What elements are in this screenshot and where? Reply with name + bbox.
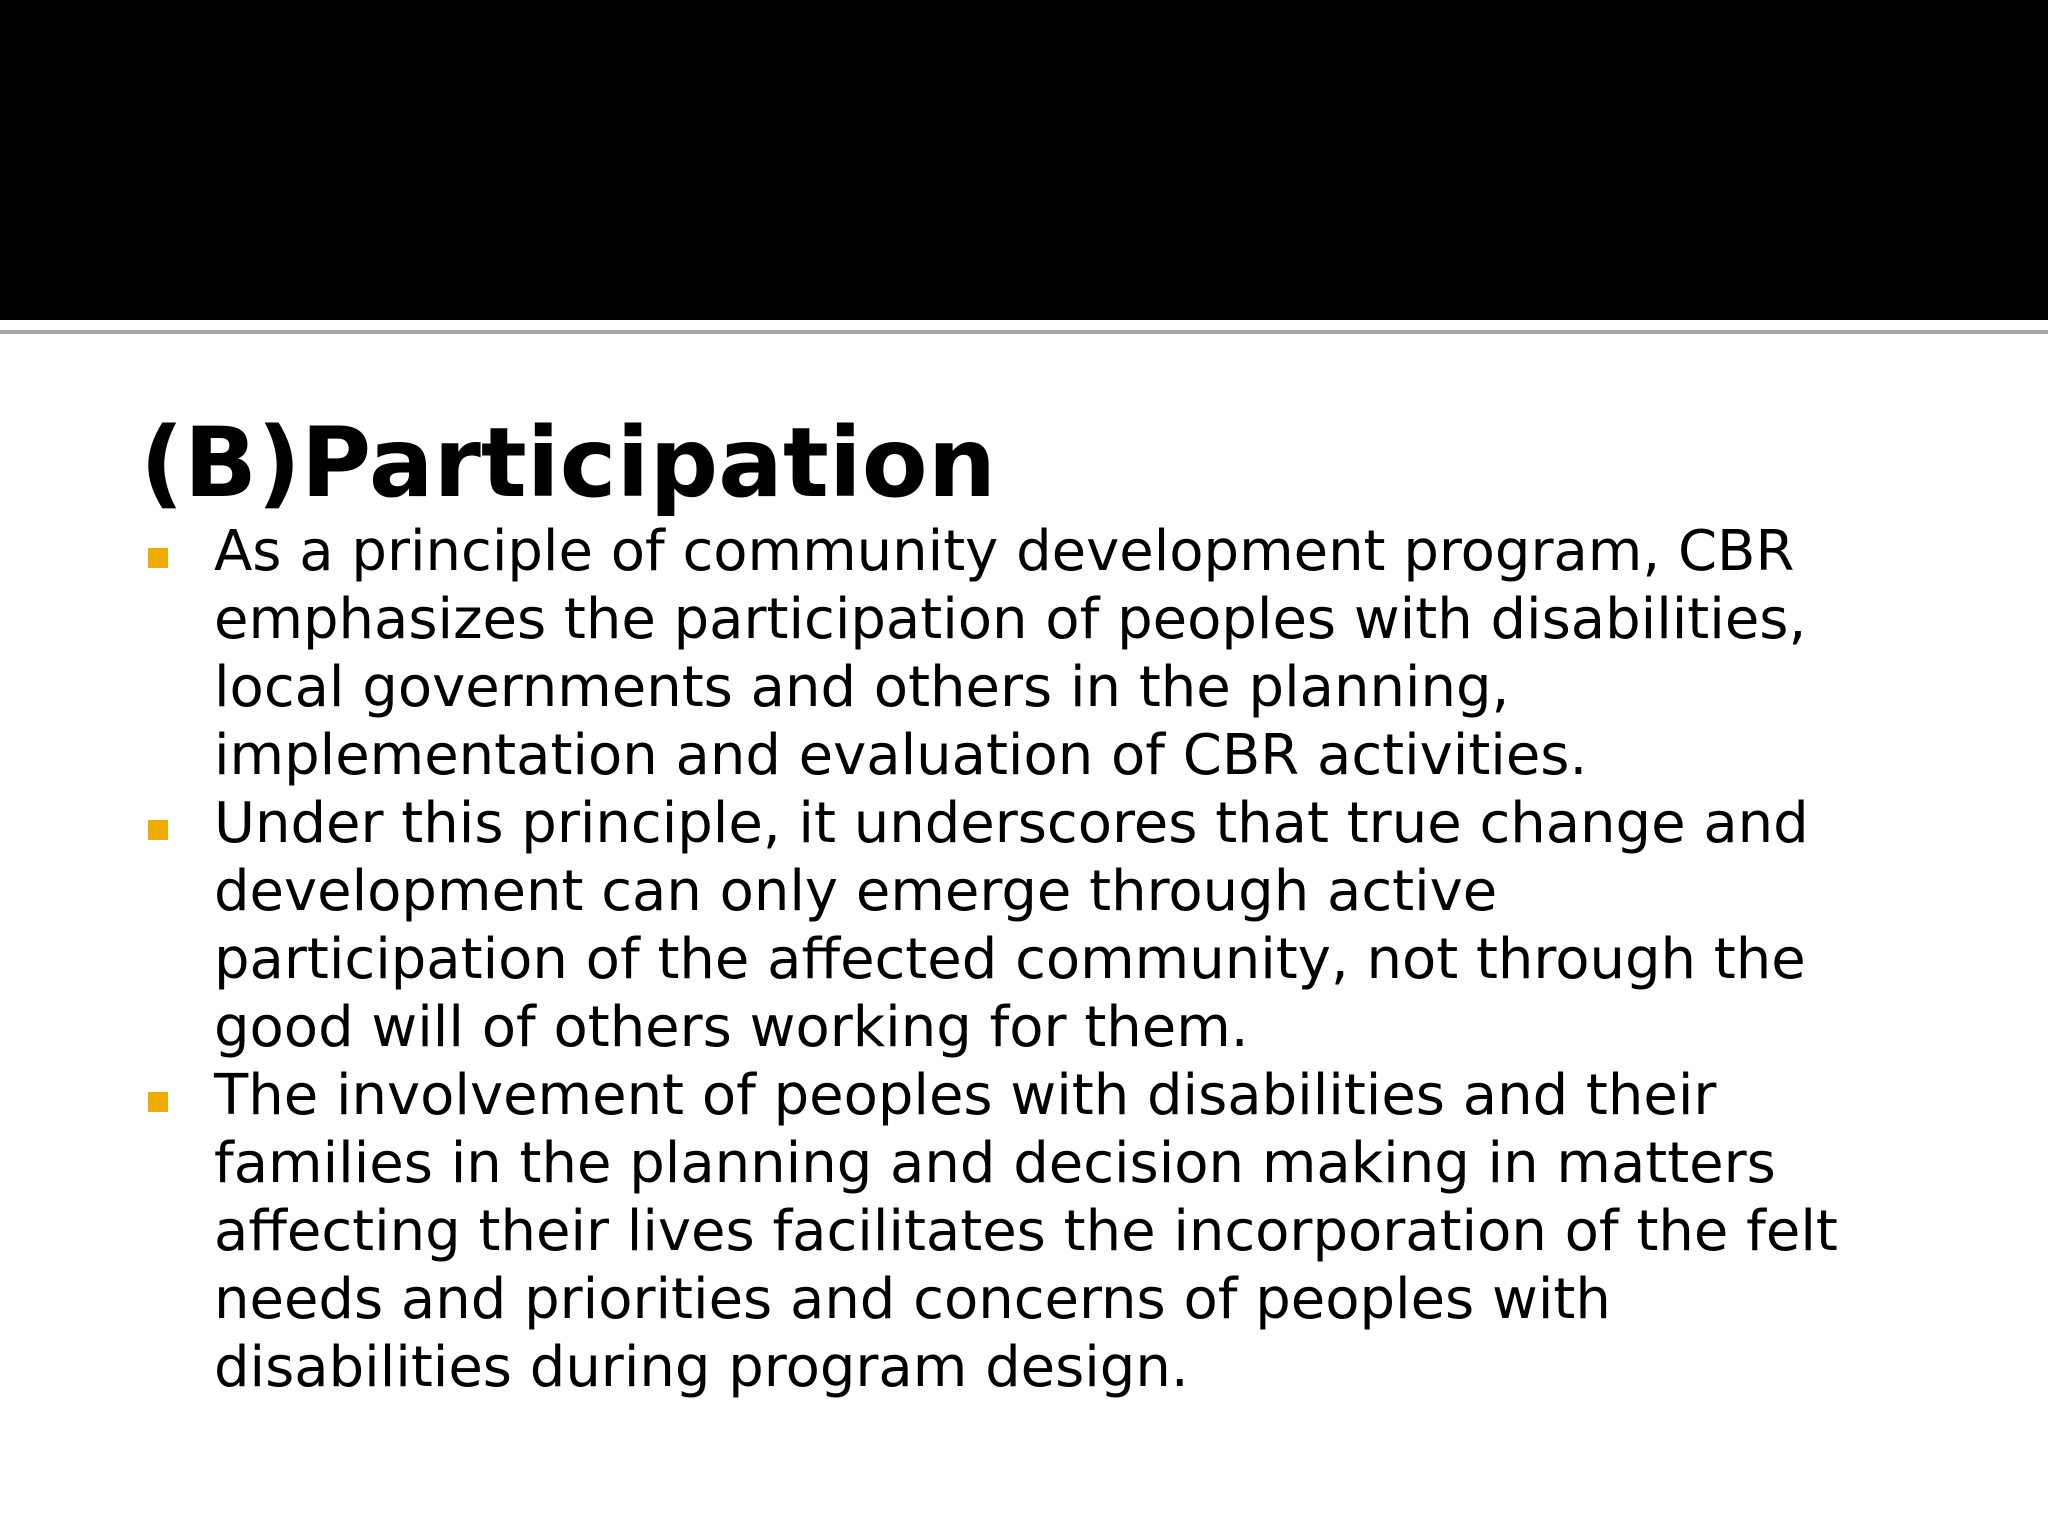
bullet-list: [140, 518, 1940, 1402]
bullet-line: development can only emerge through active: [214, 859, 1498, 924]
bullet-line: disabilities during program design.: [214, 1335, 1189, 1400]
bullet-line: emphasizes the participation of peoples with disabilities,: [214, 587, 1807, 652]
bullet-line: families in the planning and decision making in matters: [214, 1131, 1776, 1196]
bullet-item-3: [140, 1062, 1940, 1402]
slide-title: (B)Participation: [140, 407, 997, 519]
bullet-line: local governments and others in the planning,: [214, 655, 1510, 720]
bullet-line: implementation and evaluation of CBR activities.: [214, 723, 1588, 788]
bullet-line: needs and priorities and concerns of peoples with: [214, 1267, 1611, 1332]
header-divider: [0, 330, 2048, 334]
header-band: [0, 0, 2048, 320]
square-bullet-icon: [148, 1092, 168, 1112]
square-bullet-icon: [148, 820, 168, 840]
bullet-item-1: [140, 518, 1940, 790]
bullet-line: good will of others working for them.: [214, 995, 1249, 1060]
bullet-line: affecting their lives facilitates the incorporation of the felt: [214, 1199, 1838, 1264]
bullet-line: Under this principle, it underscores that true change and: [214, 791, 1809, 856]
bullet-line: The involvement of peoples with disabilities and their: [214, 1063, 1717, 1128]
bullet-line: participation of the affected community, not through the: [214, 927, 1806, 992]
bullet-line: As a principle of community development program, CBR: [214, 519, 1795, 584]
square-bullet-icon: [148, 548, 168, 568]
bullet-item-2: [140, 790, 1940, 1062]
